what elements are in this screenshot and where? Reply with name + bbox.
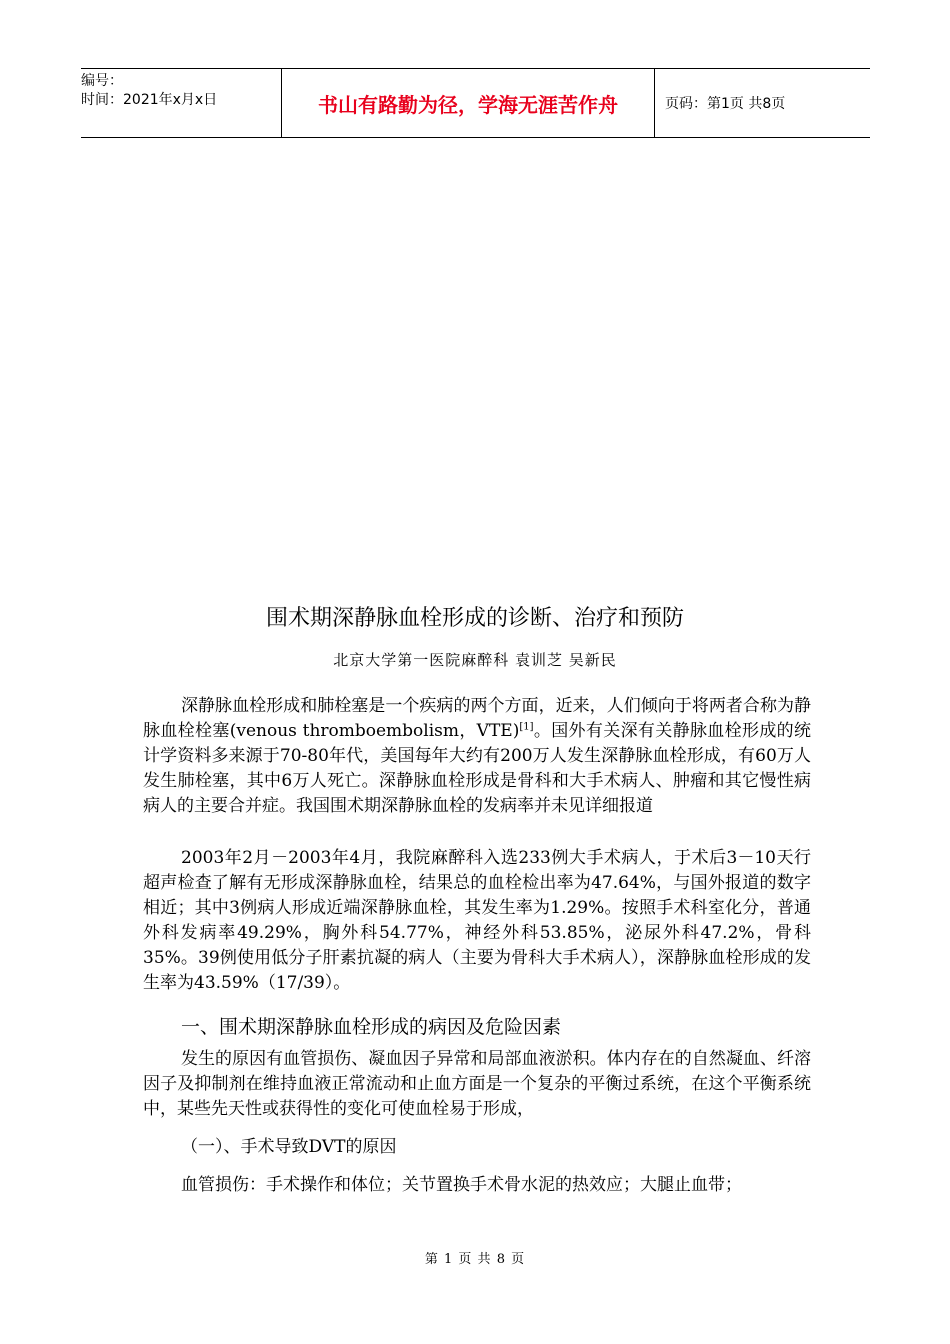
date-label: 时间：2021年x月x日 xyxy=(81,92,218,108)
number-label: 编号： xyxy=(81,73,123,89)
header-page-info xyxy=(655,69,870,137)
paragraph-2-text: 2003年2月－2003年4月，我院麻醉科入选233例大手术病人，于术后3－10天行超声检查了解有无形成深静脉血栓，结果总的血栓检出率为47.64%，与国外报道的数字相近；其中3例病人形成近端深静脉血栓，其发生率为1.29%。按照手术科室化分，普通外科发病率49.29%，胸外科54.77%，神经外科53.85%，泌尿外科47.2%，骨科35%。39例使用低分子肝素抗凝的病人（主要为骨科大手术病人），深静脉血栓形成的发生率为43.59%（17/39）。 xyxy=(143,848,811,993)
document-header xyxy=(81,68,870,138)
header-meta xyxy=(81,69,282,137)
paragraph-3 xyxy=(143,1047,811,1122)
paragraph-1 xyxy=(143,694,811,819)
page-info-text: 页码：第1页 共8页 xyxy=(665,96,786,112)
paragraph-3-text: 发生的原因有血管损伤、凝血因子异常和局部血液淤积。体内存在的自然凝血、纤溶因子及抑制剂在维持血液正常流动和止血方面是一个复杂的平衡过系统，在这个平衡系统中，某些先天性或获得性的变化可使血栓易于形成， xyxy=(143,1049,811,1119)
paragraph-4-text: 血管损伤：手术操作和体位；关节置换手术骨水泥的热效应；大腿止血带； xyxy=(181,1175,742,1195)
citation-1: [1] xyxy=(519,721,534,733)
paragraph-1-text-a: 深静脉血栓形成和肺栓塞是一个疾病的两个方面，近来，人们倾向于将两者合称为静脉血栓栓塞(venous thromboembolism，VTE) xyxy=(143,696,811,741)
article-authors: 北京大学第一医院麻醉科 袁训芝 吴新民 xyxy=(333,651,617,669)
paragraph-1-text-b: 。国外有关深有关静脉血栓形成的统计学资料多来源于70-80年代，美国每年大约有200万人发生深静脉血栓形成，有60万人发生肺栓塞，其中6万人死亡。深静脉血栓形成是骨科和大手术病人、肿瘤和其它慢性病病人的主要合并症。我国围术期深静脉血栓的发病率并未见详细报道 xyxy=(143,721,811,816)
section-heading-1: 一、围术期深静脉血栓形成的病因及危险因素 xyxy=(181,1016,562,1038)
subsection-heading-1: （一）、手术导致DVT的原因 xyxy=(181,1137,397,1157)
motto-text: 书山有路勤为径，学海无涯苦作舟 xyxy=(318,92,618,117)
page-footer: 第 1 页 共 8 页 xyxy=(424,1252,526,1267)
header-motto-cell xyxy=(282,69,655,137)
paragraph-2 xyxy=(143,846,811,996)
article-title: 围术期深静脉血栓形成的诊断、治疗和预防 xyxy=(265,606,684,631)
